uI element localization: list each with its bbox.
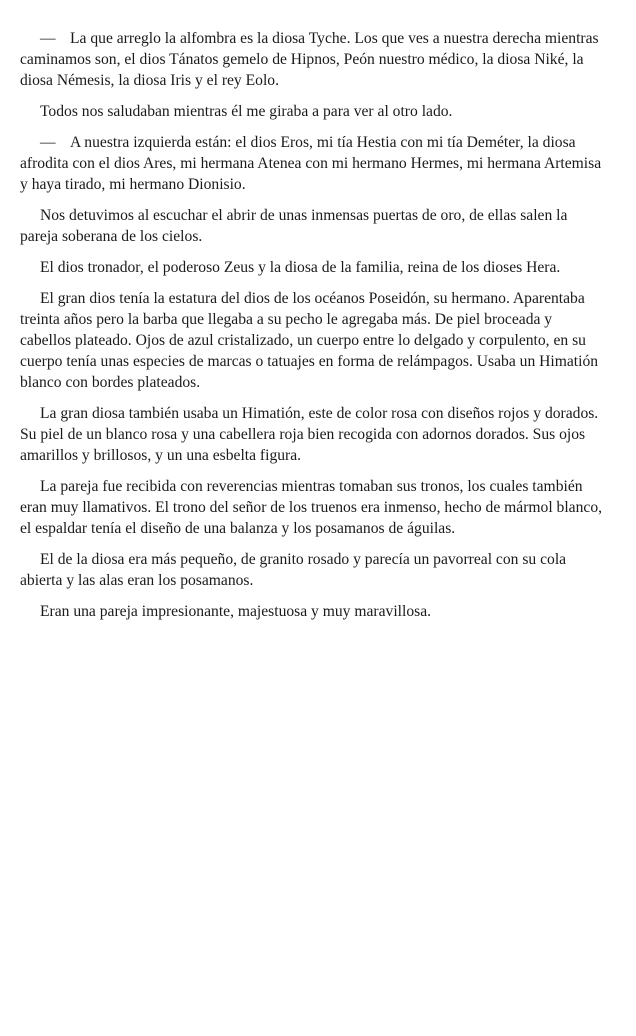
dialogue-dash: — — [40, 30, 56, 47]
paragraph-3 — [20, 132, 602, 195]
paragraph-8: La pareja fue recibida con reverencias mientras tomaban sus tronos, los cuales también eran muy llamativos. El trono del señor de los truenos era inmenso, hecho de mármol blanco, el espaldar tenía el diseño de una balanza y los posamanos de águilas. — [20, 478, 603, 537]
paragraph-7: La gran diosa también usaba un Himatión, este de color rosa con diseños rojos y dorados. Su piel de un blanco rosa y una cabellera roja bien recogida con adornos dorados. Sus ojos amarillos y brillosos, y un una esbelta figura. — [20, 405, 599, 464]
paragraph-10: Eran una pareja impresionante, majestuosa y muy maravillosa. — [40, 603, 432, 620]
paragraph-9: El de la diosa era más pequeño, de granito rosado y parecía un pavorreal con su cola abierta y las alas eran los posamanos. — [20, 551, 567, 589]
paragraph-4: Nos detuvimos al escuchar el abrir de unas inmensas puertas de oro, de ellas salen la pareja soberana de los cielos. — [20, 207, 568, 245]
paragraph-5: El dios tronador, el poderoso Zeus y la diosa de la familia, reina de los dioses Hera. — [40, 259, 561, 276]
paragraph-6: El gran dios tenía la estatura del dios de los océanos Poseidón, su hermano. Aparentaba treinta años pero la barba que llegaba a su pecho le agregaba más. De piel broceada y cabellos plateado. Ojos de azul cristalizado, un cuerpo entre lo delgado y corpulento, en su cuerpo tenía unas especies de marcas o tatuajes en forma de relámpagos. Usaba un Himatión blanco con bordes plateados. — [20, 290, 599, 391]
document-page — [20, 28, 602, 632]
paragraph-2: Todos nos saludaban mientras él me giraba a para ver al otro lado. — [40, 103, 453, 120]
paragraph-text: La que arreglo la alfombra es la diosa Tyche. Los que ves a nuestra derecha mientras caminamos son, el dios Tánatos gemelo de Hipnos, Peón nuestro médico, la diosa Niké, la diosa Némesis, la diosa Iris y el rey Eolo. — [20, 30, 599, 89]
paragraph-1 — [20, 28, 602, 91]
paragraph-text: A nuestra izquierda están: el dios Eros, mi tía Hestia con mi tía Deméter, la diosa afrodita con el dios Ares, mi hermana Atenea con mi hermano Hermes, mi hermana Artemisa y haya tirado, mi hermano Dionisio. — [20, 134, 602, 193]
dialogue-dash: — — [40, 134, 56, 151]
